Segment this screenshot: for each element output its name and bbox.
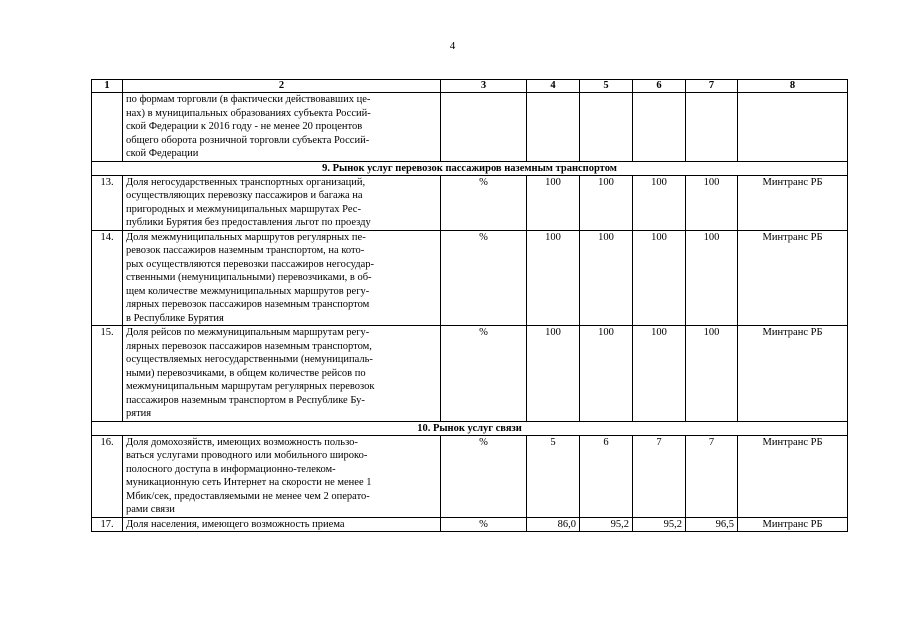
unit-cell: % (441, 230, 527, 326)
indicator-description: по формам торговли (в фактически действовавших це- нах) в муниципальных образованиях субъекта Россий- ской Федерации к 2016 году - не менее 20 процентов общего оборота розничной торговли субъекта Россий- ской Федерации (123, 93, 441, 162)
value-cell: 100 (527, 326, 580, 422)
indicator-description: Доля рейсов по межмуниципальным маршрутам регу- лярных перевозок пассажиров наземным транспортом, осуществляемых негосударственными (немуниципаль- ными) перевозчиками, в общем количестве рейсов по межмуниципальным маршрутам регулярных перевозок пассажиров наземным транспортом в Республике Бу- рятия (123, 326, 441, 422)
column-header: 1 (92, 80, 123, 93)
value-cell: 100 (580, 230, 633, 326)
value-cell: 100 (686, 326, 738, 422)
unit-cell: % (441, 175, 527, 230)
header-row (92, 80, 848, 93)
indicators-table (91, 79, 848, 532)
column-header: 5 (580, 80, 633, 93)
table-row (92, 326, 848, 422)
row-number: 16. (92, 435, 123, 517)
indicator-description: Доля домохозяйств, имеющих возможность пользо- ваться услугами проводного или мобильного широко- полосного доступа в информационно-телеком- муникационную сеть Интернет на скорости не менее 1 Мбик/сек, предоставляемыми не менее чем 2 операто- рами связи (123, 435, 441, 517)
unit-cell: % (441, 435, 527, 517)
value-cell: 100 (527, 230, 580, 326)
value-cell: 100 (633, 326, 686, 422)
indicator-description: Доля населения, имеющего возможность приема (123, 517, 441, 532)
column-header: 4 (527, 80, 580, 93)
row-number: 14. (92, 230, 123, 326)
column-header: 3 (441, 80, 527, 93)
row-number: 15. (92, 326, 123, 422)
value-cell: 7 (686, 435, 738, 517)
column-header: 8 (738, 80, 848, 93)
table-row (92, 230, 848, 326)
section-row (92, 161, 848, 175)
indicator-description: Доля межмуниципальных маршрутов регулярных пе- ревозок пассажиров наземным транспортом, на кото- рых осуществляются перевозки пассажиров негосудар- ственными (немуниципальными) перевозчиками, в об- щем количестве межмуниципальных маршрутов регу- лярных перевозок пассажиров наземным транспортом в Республике Бурятия (123, 230, 441, 326)
column-header: 7 (686, 80, 738, 93)
value-cell: 100 (580, 326, 633, 422)
section-title: 9. Рынок услуг перевозок пассажиров наземным транспортом (92, 161, 848, 175)
value-cell: 95,2 (580, 517, 633, 532)
value-cell: 86,0 (527, 517, 580, 532)
row-number: 17. (92, 517, 123, 532)
column-header: 2 (123, 80, 441, 93)
column-header: 6 (633, 80, 686, 93)
value-cell: 100 (686, 230, 738, 326)
section-row (92, 421, 848, 435)
value-cell: 6 (580, 435, 633, 517)
table-row (92, 435, 848, 517)
unit-cell: % (441, 517, 527, 532)
value-cell: 100 (686, 175, 738, 230)
page-number: 4 (449, 40, 456, 52)
responsible-cell: Минтранс РБ (738, 517, 848, 532)
value-cell: 96,5 (686, 517, 738, 532)
table-row (92, 93, 848, 162)
value-cell: 5 (527, 435, 580, 517)
value-cell: 100 (527, 175, 580, 230)
value-cell: 100 (633, 175, 686, 230)
table-row (92, 517, 848, 532)
value-cell: 7 (633, 435, 686, 517)
value-cell: 100 (580, 175, 633, 230)
table-row (92, 175, 848, 230)
responsible-cell: Минтранс РБ (738, 326, 848, 422)
unit-cell: % (441, 326, 527, 422)
indicator-description: Доля негосударственных транспортных организаций, осуществляющих перевозку пассажиров и багажа на пригородных и межмуниципальных маршрутах Рес- публики Бурятия без предоставления льгот по проезду (123, 175, 441, 230)
responsible-cell: Минтранс РБ (738, 230, 848, 326)
responsible-cell: Минтранс РБ (738, 435, 848, 517)
value-cell: 95,2 (633, 517, 686, 532)
row-number: 13. (92, 175, 123, 230)
section-title: 10. Рынок услуг связи (92, 421, 848, 435)
value-cell: 100 (633, 230, 686, 326)
responsible-cell: Минтранс РБ (738, 175, 848, 230)
